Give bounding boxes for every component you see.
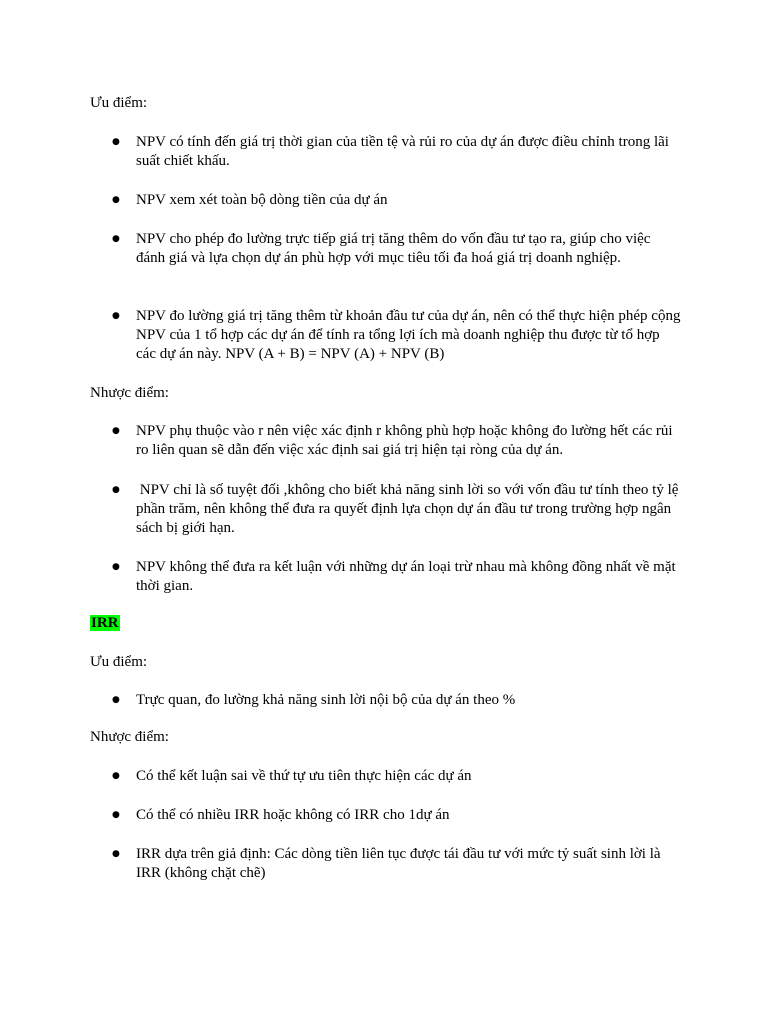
- bullet-icon: ●: [112, 137, 120, 147]
- list-item: [112, 191, 682, 210]
- bullet-icon: ●: [112, 771, 120, 781]
- irr-advantages-heading: Ưu điểm:: [90, 654, 148, 670]
- bullet-icon: ●: [112, 311, 120, 321]
- list-item: [112, 230, 682, 268]
- npv-advantages-heading: Ưu điểm:: [90, 95, 148, 111]
- irr-section-title: [90, 614, 690, 633]
- list-item: [112, 481, 682, 538]
- list-item-text: Có thể kết luận sai về thứ tự ưu tiên thực hiện các dự án: [136, 768, 472, 784]
- bullet-icon: ●: [112, 426, 120, 436]
- list-item-text: Có thể có nhiều IRR hoặc không có IRR cho 1dự án: [136, 807, 450, 823]
- bullet-icon: ●: [112, 810, 120, 820]
- npv-disadvantages-heading: Nhược điểm:: [90, 385, 169, 401]
- bullet-icon: ●: [112, 695, 120, 705]
- list-item: [112, 691, 682, 710]
- list-item-text: NPV chỉ là số tuyệt đối ,không cho biết khả năng sinh lời so với vốn đầu tư tính theo tỷ lệ phần trăm, nên không thể đưa ra quyết định lựa chọn dự án đầu tư trong trường hợp ngân sách bị giới hạn.: [136, 482, 683, 536]
- list-item: [112, 558, 682, 596]
- list-item: [112, 845, 682, 883]
- list-item-text: NPV phụ thuộc vào r nên việc xác định r không phù hợp hoặc không đo lường hết các rủi ro liên quan sẽ dẫn đến việc xác định sai giá trị hiện tại ròng của dự án.: [136, 423, 677, 458]
- bullet-icon: ●: [112, 195, 120, 205]
- list-item: [112, 422, 682, 460]
- list-item: [112, 307, 685, 364]
- list-item-text: NPV đo lường giá trị tăng thêm từ khoản đầu tư của dự án, nên có thể thực hiện phép cộng NPV của 1 tổ hợp các dự án để tính ra tổng lợi ích mà doanh nghiệp thu được từ tổ hợp các dự án này. NPV (A + B) = NPV (A) + NPV (B): [136, 308, 685, 362]
- bullet-icon: ●: [112, 485, 120, 495]
- list-item: [112, 133, 682, 171]
- list-item-text: IRR dựa trên giả định: Các dòng tiền liên tục được tái đầu tư với mức tỷ suất sinh lời là IRR (không chặt chẽ): [136, 846, 665, 881]
- list-item: [112, 806, 682, 825]
- irr-disadvantages-heading: Nhược điểm:: [90, 729, 169, 745]
- list-item-text: Trực quan, đo lường khả năng sinh lời nội bộ của dự án theo %: [136, 692, 516, 708]
- list-item-text: NPV không thể đưa ra kết luận với những dự án loại trừ nhau mà không đồng nhất về mặt thời gian.: [136, 559, 680, 594]
- irr-title-highlight: IRR: [91, 615, 119, 631]
- bullet-icon: ●: [112, 562, 120, 572]
- list-item-text: NPV cho phép đo lường trực tiếp giá trị tăng thêm do vốn đầu tư tạo ra, giúp cho việc đánh giá và lựa chọn dự án phù hợp với mục tiêu tối đa hoá giá trị doanh nghiệp.: [136, 231, 655, 266]
- list-item-text: NPV có tính đến giá trị thời gian của tiền tệ và rủi ro của dự án được điều chỉnh trong lãi suất chiết khấu.: [136, 134, 673, 169]
- bullet-icon: ●: [112, 849, 120, 859]
- list-item: [112, 767, 682, 786]
- list-item-text: NPV xem xét toàn bộ dòng tiền của dự án: [136, 192, 388, 208]
- bullet-icon: ●: [112, 234, 120, 244]
